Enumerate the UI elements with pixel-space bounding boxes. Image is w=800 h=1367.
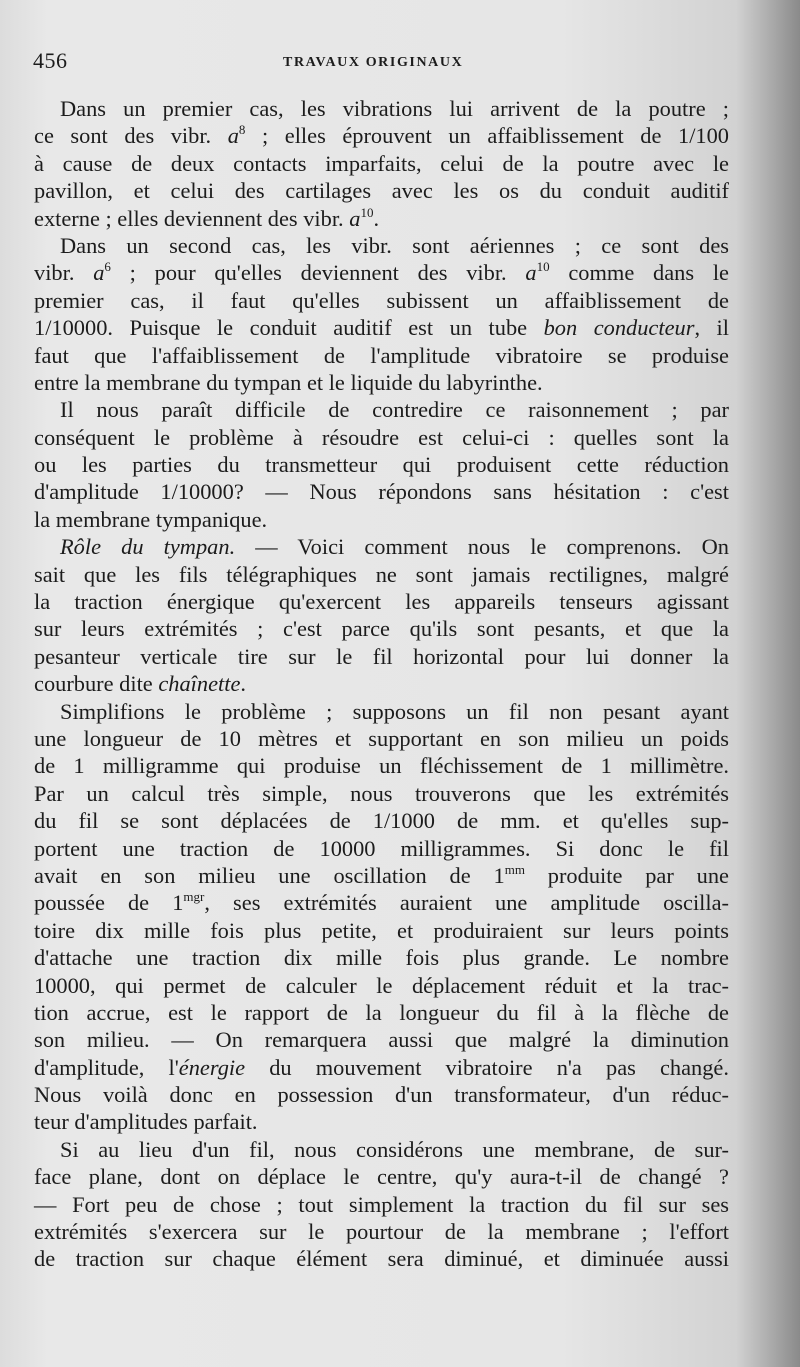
superscript: 8 [238, 122, 246, 138]
text-run: — Fort peu de chose ; tout simplement la traction du fil sur ses [34, 1191, 729, 1217]
page-number: 456 [33, 48, 68, 73]
text-run: . [373, 205, 380, 231]
text-run: 10000, qui permet de calculer le déplacement réduit et la trac- [34, 972, 729, 998]
text-line [34, 1026, 729, 1053]
text-run: Il nous paraît difficile de contredire ce raisonnement ; par [60, 397, 729, 423]
text-line [34, 259, 729, 286]
text-run: du fil se sont déplacées de 1/1000 de mm. et qu'elles sup- [34, 808, 729, 834]
text-line [34, 615, 729, 642]
text-line [34, 588, 729, 615]
text-line [34, 205, 729, 232]
text-line [34, 533, 729, 560]
text-run: la traction énergique qu'exercent les appareils tenseurs agissant [34, 589, 729, 615]
text-run: toire dix mille fois plus petite, et produiraient sur leurs points [34, 917, 729, 943]
text-run: la membrane tympanique. [34, 506, 268, 532]
text-line [34, 1191, 729, 1218]
text-line [34, 506, 729, 533]
text-run: ce sont des vibr. [34, 123, 228, 149]
text-run: produite par une [524, 862, 729, 888]
text-line [34, 643, 729, 670]
text-run: faut que l'affaiblissement de l'amplitude vibratoire se produise [34, 342, 729, 368]
text-run: pavillon, et celui des cartilages avec les os du conduit auditif [34, 178, 729, 204]
text-run: portent une traction de 10000 milligrammes. Si donc le fil [34, 835, 729, 861]
text-run: courbure dite [34, 671, 159, 697]
text-run: pesanteur verticale tire sur le fil horizontal pour lui donner la [34, 643, 729, 669]
superscript: mgr [183, 889, 205, 905]
text-run: de traction sur chaque élément sera diminué, et diminuée aussi [34, 1246, 729, 1272]
running-head: TRAVAUX ORIGINAUX [283, 55, 464, 70]
text-run: ; pour qu'elles deviennent des vibr. [110, 260, 526, 286]
text-run: d'amplitude, l' [34, 1054, 179, 1080]
text-run: — Voici comment nous le comprenons. On [235, 534, 729, 560]
text-line [34, 122, 729, 149]
text-line [34, 725, 729, 752]
text-line [34, 972, 729, 999]
text-run: du mouvement vibratoire n'a pas changé. [245, 1054, 729, 1080]
text-line [34, 1163, 729, 1190]
text-line [34, 1054, 729, 1081]
italic-text: a [525, 260, 537, 286]
superscript: mm [504, 861, 525, 877]
text-run: externe ; elles deviennent des vibr. [34, 205, 350, 231]
text-line [34, 835, 729, 862]
text-line [34, 342, 729, 369]
superscript: 10 [536, 259, 550, 275]
text-line [34, 369, 729, 396]
text-run: sur leurs extrémités ; c'est parce qu'ils sont pesants, et que la [34, 616, 729, 642]
text-run: avait en son milieu une oscillation de 1 [34, 862, 505, 888]
text-line [34, 862, 729, 889]
text-line [34, 698, 729, 725]
text-line [34, 670, 729, 697]
text-line [34, 177, 729, 204]
text-line [34, 752, 729, 779]
body-text [34, 95, 729, 1273]
italic-text: a [93, 260, 105, 286]
text-run: extrémités s'exercera sur le pourtour de la membrane ; l'effort [34, 1219, 729, 1245]
superscript: 10 [360, 204, 374, 220]
text-run: de 1 milligramme qui produise un fléchissement de 1 millimètre. [34, 753, 729, 779]
text-line [34, 999, 729, 1026]
italic-text: énergie [178, 1054, 246, 1080]
text-line [34, 232, 729, 259]
text-run: Par un calcul très simple, nous trouverons que les extrémités [34, 780, 729, 806]
text-line [34, 561, 729, 588]
text-run: conséquent le problème à résoudre est celui-ci : quelles sont la [34, 424, 729, 450]
text-run: entre la membrane du tympan et le liquide du labyrinthe. [34, 369, 543, 395]
text-run: ; elles éprouvent un affaiblissement de 1/100 [245, 123, 730, 149]
text-line [34, 917, 729, 944]
text-run: teur d'amplitudes parfait. [34, 1109, 258, 1135]
text-run: , ses extrémités auraient une amplitude oscilla- [204, 890, 729, 916]
text-line [34, 314, 729, 341]
text-line [34, 1081, 729, 1108]
text-line [34, 1136, 729, 1163]
text-run: , il [694, 315, 729, 341]
text-run: poussée de 1 [34, 890, 184, 916]
text-line [34, 780, 729, 807]
text-run: ou les parties du transmetteur qui produisent cette réduction [34, 452, 729, 478]
text-run: Nous voilà donc en possession d'un transformateur, d'un réduc- [34, 1082, 729, 1108]
text-run: tion accrue, est le rapport de la longueur du fil à la flèche de [34, 999, 729, 1025]
text-line [34, 150, 729, 177]
italic-text: Rôle du tympan. [60, 534, 236, 560]
text-line [34, 1245, 729, 1272]
text-line [34, 807, 729, 834]
text-run: vibr. [34, 260, 94, 286]
text-line [34, 1108, 729, 1135]
text-run: à cause de deux contacts imparfaits, celui de la poutre avec le [34, 150, 729, 176]
italic-text: chaînette [158, 671, 241, 697]
text-run: comme dans le [549, 260, 729, 286]
text-line [34, 451, 729, 478]
text-line [34, 424, 729, 451]
text-line [34, 1218, 729, 1245]
text-run: d'attache une traction dix mille fois plus grande. Le nombre [34, 945, 729, 971]
text-run: une longueur de 10 mètres et supportant en son milieu un poids [34, 725, 729, 751]
text-run: Dans un premier cas, les vibrations lui arrivent de la poutre ; [60, 96, 729, 121]
text-run: Si au lieu d'un fil, nous considérons une membrane, de sur- [60, 1136, 729, 1162]
italic-text: bon conducteur [543, 315, 695, 341]
italic-text: a [227, 123, 239, 149]
text-line [34, 95, 729, 122]
text-run: . [240, 671, 247, 697]
text-run: d'amplitude 1/10000? — Nous répondons sans hésitation : c'est [34, 479, 729, 505]
text-run: Simplifions le problème ; supposons un fil non pesant ayant [60, 698, 729, 724]
text-line [34, 944, 729, 971]
text-run: sait que les fils télégraphiques ne sont jamais rectilignes, malgré [34, 561, 729, 587]
text-line [34, 287, 729, 314]
text-run: 1/10000. Puisque le conduit auditif est un tube [34, 315, 544, 341]
text-run: face plane, dont on déplace le centre, qu'y aura-t-il de changé ? [34, 1164, 729, 1190]
text-line [34, 396, 729, 423]
text-line [34, 889, 729, 916]
text-run: premier cas, il faut qu'elles subissent un affaiblissement de [34, 287, 729, 313]
text-run: Dans un second cas, les vibr. sont aériennes ; ce sont des [60, 232, 729, 258]
text-line [34, 478, 729, 505]
superscript: 6 [104, 259, 111, 275]
italic-text: a [349, 205, 361, 231]
text-run: son milieu. — On remarquera aussi que malgré la diminution [34, 1027, 729, 1053]
